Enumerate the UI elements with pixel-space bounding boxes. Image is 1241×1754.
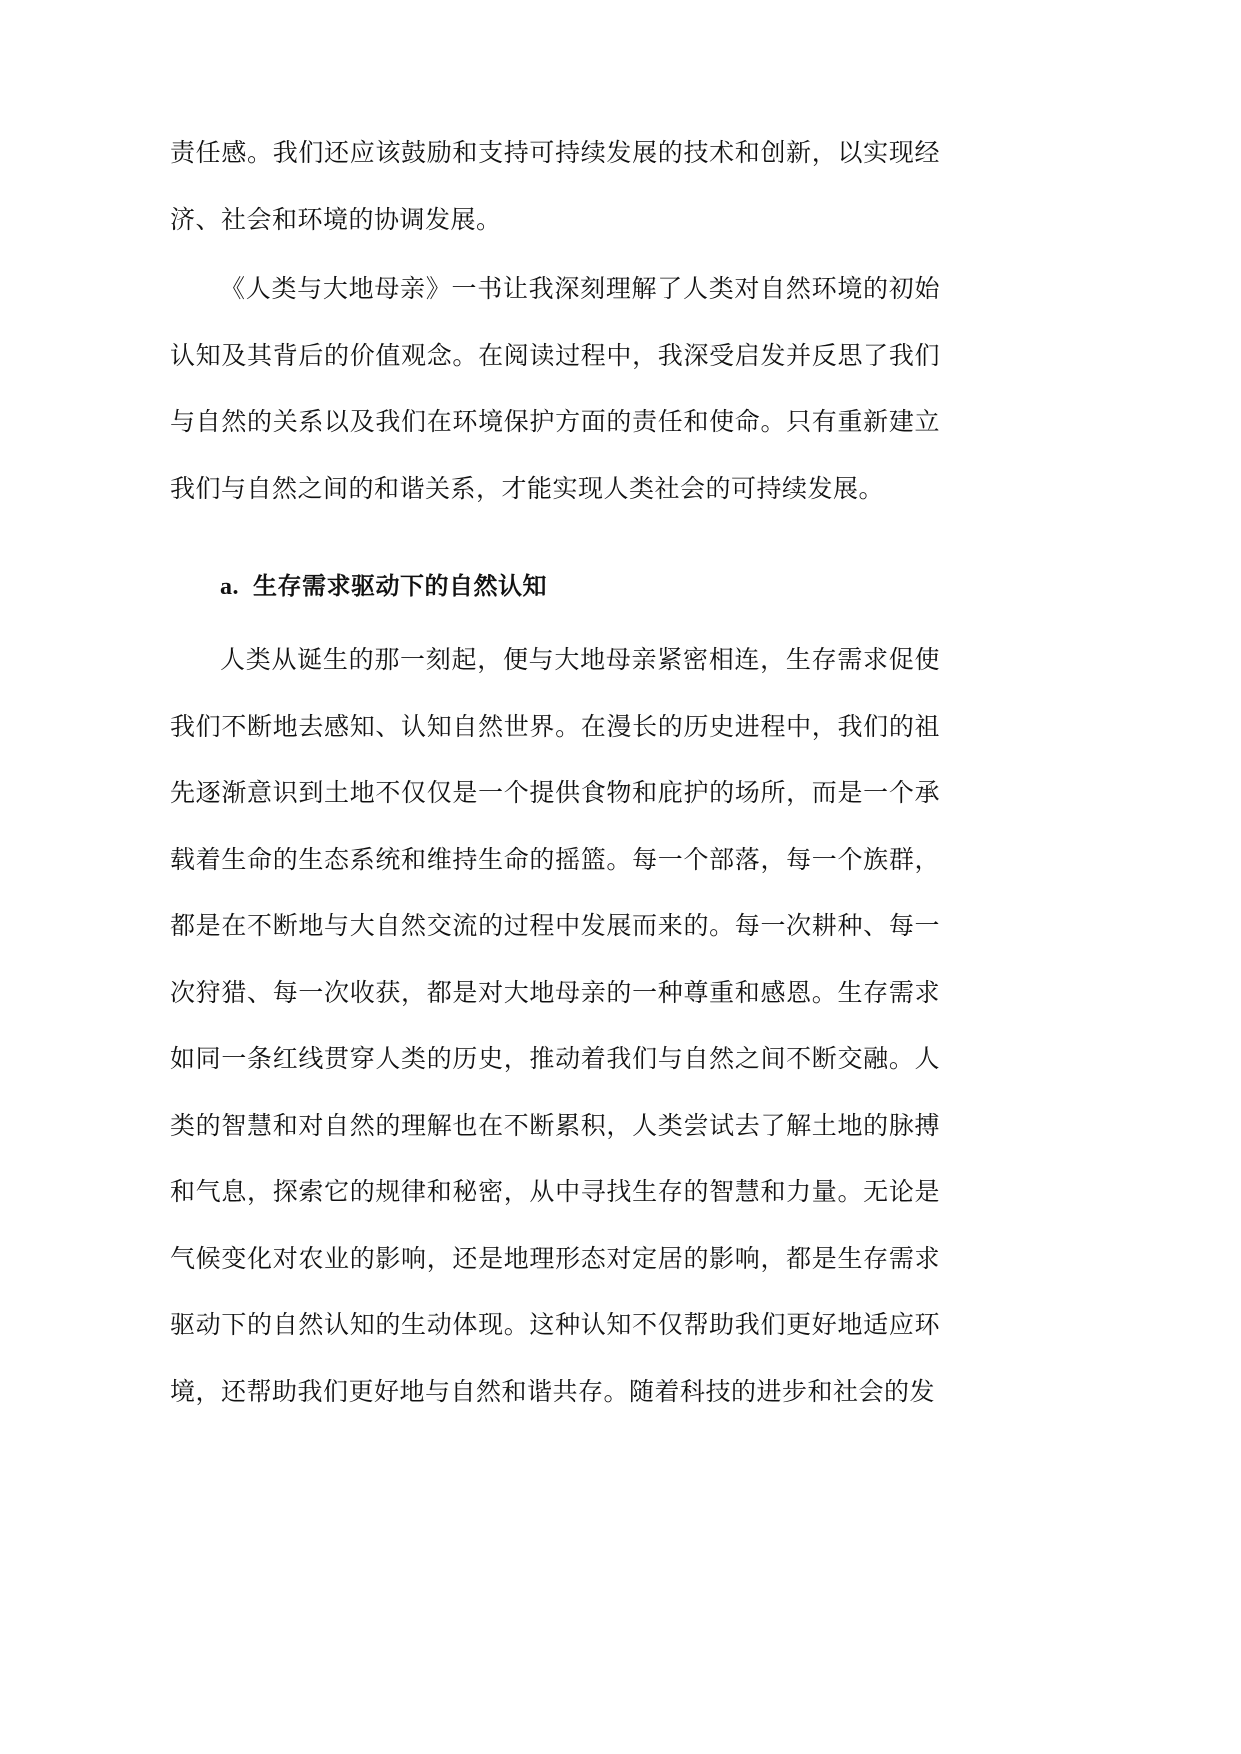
paragraph-conclusion [170,256,940,522]
paragraph-text: 责任感。我们还应该鼓励和支持可持续发展的技术和创新，以实现经济、社会和环境的协调发展。 [170,138,940,234]
paragraph-text: 人类从诞生的那一刻起，便与大地母亲紧密相连，生存需求促使我们不断地去感知、认知自然世界。在漫长的历史进程中，我们的祖先逐渐意识到土地不仅仅是一个提供食物和庇护的场所，而是一个承载着生命的生态系统和维持生命的摇篮。每一个部落，每一个族群，都是在不断地与大自然交流的过程中发展而来的。每一次耕种、每一次狩猎、每一次收获，都是对大地母亲的一种尊重和感恩。生存需求如同一条红线贯穿人类的历史，推动着我们与自然之间不断交融。人类的智慧和对自然的理解也在不断累积，人类尝试去了解土地的脉搏和气息，探索它的规律和秘密，从中寻找生存的智慧和力量。无论是气候变化对农业的影响，还是地理形态对定居的影响，都是生存需求驱动下的自然认知的生动体现。这种认知不仅帮助我们更好地适应环境，还帮助我们更好地与自然和谐共存。随着科技的进步和社会的发 [170,645,940,1406]
paragraph-text: 《人类与大地母亲》一书让我深刻理解了人类对自然环境的初始认知及其背后的价值观念。在阅读过程中，我深受启发并反思了我们与自然的关系以及我们在环境保护方面的责任和使命。只有重新建立我们与自然之间的和谐关系，才能实现人类社会的可持续发展。 [170,274,940,503]
paragraph-continuation [170,120,940,253]
section-paragraph [170,627,940,1425]
section-title: 生存需求驱动下的自然认知 [253,572,547,600]
section-marker: a. [220,574,239,600]
section-heading [220,560,940,613]
